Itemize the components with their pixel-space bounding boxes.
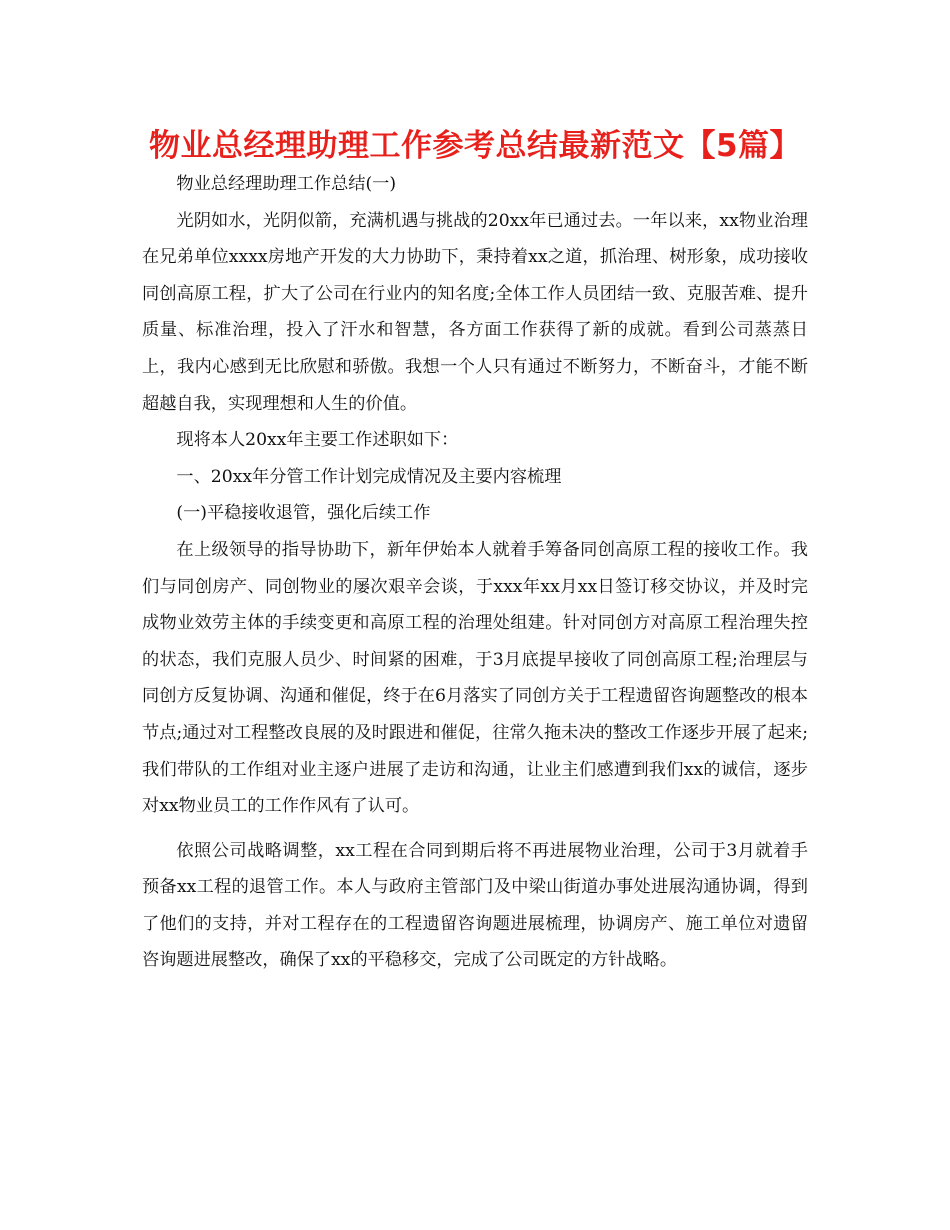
paragraph-report-intro: 现将本人20xx年主要工作述职如下： bbox=[176, 430, 459, 451]
document-body bbox=[142, 166, 808, 979]
paragraph-withdrawal: 依照公司战略调整，xx工程在合同到期后将不再进展物业治理，公司于3月就着手预备xx工程的退管工作。本人与政府主管部门及中梁山街道办事处进展沟通协调，得到了他们的支持，并对工程存在的工程遗留咨询题进展梳理，协调房产、施工单位对遗留咨询题进展整改，确保了xx的平稳移交，完成了公司既定的方针战略。 bbox=[142, 840, 808, 971]
section-heading-1: 一、20xx年分管工作计划完成情况及主要内容梳理 bbox=[176, 466, 562, 487]
subsection-heading-1: (一)平稳接收退管，强化后续工作 bbox=[176, 503, 431, 524]
section-heading: 物业总经理助理工作总结(一) bbox=[176, 174, 397, 194]
paragraph-takeover: 在上级领导的指导协助下，新年伊始本人就着手筹备同创高原工程的接收工作。我们与同创房产、同创物业的屡次艰辛会谈，于xxx年xx月xx日签订移交协议，并及时完成物业效劳主体的手续变更和高原工程的治理处组建。针对同创方对高原工程治理失控的状态，我们克服人员少、时间紧的困难，于3月底提早接收了同创高原工程;治理层与同创方反复协调、沟通和催促，终于在6月落实了同创方关于工程遗留咨询题整改的根本节点;通过对工程整改良展的及时跟进和催促，往常久拖未决的整改工作逐步开展了起来;我们带队的工作组对业主逐户进展了走访和沟通，让业主们感遭到我们xx的诚信，逐步对xx物业员工的工作作风有了认可。 bbox=[142, 539, 808, 817]
paragraph-intro: 光阴如水，光阴似箭，充满机遇与挑战的20xx年已通过去。一年以来，xx物业治理在兄弟单位xxxx房地产开发的大力协助下，秉持着xx之道，抓治理、树形象，成功接收同创高原工程，扩大了公司在行业内的知名度;全体工作人员团结一致、克服苦难、提升质量、标准治理，投入了汗水和智慧，各方面工作获得了新的成就。看到公司蒸蒸日上，我内心感到无比欣慰和骄傲。我想一个人只有通过不断努力，不断奋斗，才能不断超越自我，实现理想和人生的价值。 bbox=[142, 210, 808, 414]
document-title: 物业总经理助理工作参考总结最新范文【5篇】 bbox=[148, 128, 802, 164]
